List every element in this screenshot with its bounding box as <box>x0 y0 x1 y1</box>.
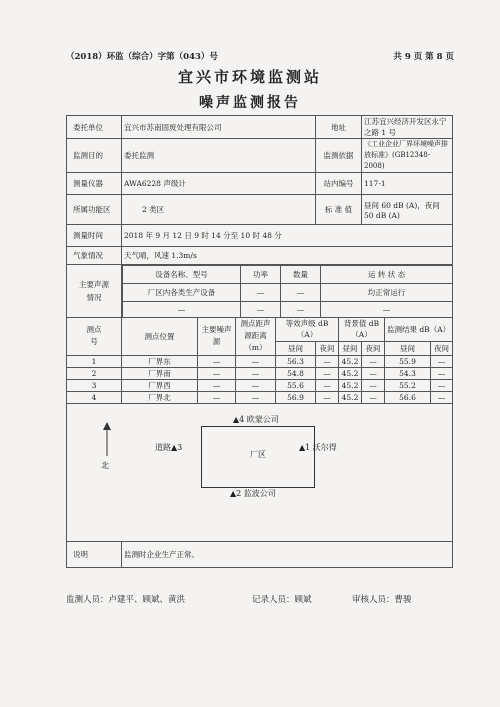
point-no: 3 <box>67 379 122 391</box>
point-source: — <box>198 391 236 403</box>
reviewer: 审核人员：曹骏 <box>352 595 412 605</box>
leq-day: 54.8 <box>276 367 316 379</box>
result-day: 56.6 <box>385 391 431 403</box>
header-res-night: 夜间 <box>431 341 453 355</box>
point-position: 厂界北 <box>122 391 198 403</box>
header-bg-day: 昼间 <box>339 341 362 355</box>
standard-label: 标 准 值 <box>316 195 362 225</box>
background-day: 45.2 <box>339 379 362 391</box>
point-source: — <box>198 367 236 379</box>
time-label: 测量时间 <box>67 225 122 247</box>
point-3-label: 道路▲3 <box>155 443 183 452</box>
header-leq-night: 夜间 <box>316 341 339 355</box>
table-row <box>67 379 453 391</box>
header-background: 背景值 dB（A） <box>339 317 385 341</box>
header-result: 监测结果 dB（A） <box>385 317 453 341</box>
sources-table <box>122 265 452 317</box>
zone-value: 2 类区 <box>122 195 316 225</box>
result-night: — <box>431 367 453 379</box>
client-value: 宜兴市苏南固废处理有限公司 <box>122 116 316 139</box>
point-1-label: ▲1 沃尔得 <box>299 443 337 452</box>
instrument-label: 测量仪器 <box>67 173 122 195</box>
document-number: （2018）环监（综合）字第（043）号 <box>66 52 218 62</box>
result-day: 54.3 <box>385 367 431 379</box>
sources-label: 主要声源情况 <box>67 265 122 318</box>
source-header-quantity: 数量 <box>281 266 321 284</box>
source-cell: 均正常运行 <box>321 284 453 302</box>
point-position: 厂界南 <box>122 367 198 379</box>
header-leq: 等效声级 dB（A） <box>276 317 339 341</box>
point-distance: — <box>236 379 276 391</box>
table-row <box>67 391 453 403</box>
point-2-label: ▲2 监波公司 <box>230 489 276 498</box>
point-4-label: ▲4 欧蒙公司 <box>233 415 279 424</box>
leq-night: — <box>316 391 339 403</box>
point-distance: — <box>236 367 276 379</box>
result-day: 55.2 <box>385 379 431 391</box>
report-title: 噪声监测报告 <box>199 95 301 111</box>
result-night: — <box>431 391 453 403</box>
point-no: 4 <box>67 391 122 403</box>
result-day: 55.9 <box>385 355 431 367</box>
source-cell: — <box>123 302 241 317</box>
source-cell: — <box>281 302 321 317</box>
header-leq-day: 昼间 <box>276 341 316 355</box>
background-night: — <box>362 367 385 379</box>
source-cell: — <box>241 284 281 302</box>
leq-night: — <box>316 367 339 379</box>
leq-day: 56.9 <box>276 391 316 403</box>
weather-label: 气象情况 <box>67 247 122 265</box>
background-day: 45.2 <box>339 367 362 379</box>
basis-value: 《工业企业厂界环境噪声排放标准》(GB12348-2008) <box>362 139 453 173</box>
header-position: 测点位置 <box>122 317 198 355</box>
point-position: 厂界东 <box>122 355 198 367</box>
factory-boundary <box>201 426 315 488</box>
address-label: 地址 <box>316 116 362 139</box>
header-res-day: 昼间 <box>385 341 431 355</box>
background-night: — <box>362 379 385 391</box>
leq-day: 55.6 <box>276 379 316 391</box>
zone-label: 所属功能区 <box>67 195 122 225</box>
source-cell: — <box>241 302 281 317</box>
source-header-device: 设备名称、型号 <box>123 266 241 284</box>
result-night: — <box>431 355 453 367</box>
background-day: 45.2 <box>339 355 362 367</box>
header-main-source: 主要噪声源 <box>198 317 236 355</box>
point-no: 1 <box>67 355 122 367</box>
station-title: 宜兴市环境监测站 <box>177 68 322 86</box>
purpose-label: 监测目的 <box>67 139 122 173</box>
north-arrow-icon <box>101 422 113 456</box>
instrument-value: AWA6228 声级计 <box>122 173 316 195</box>
source-cell: — <box>321 302 453 317</box>
source-cell: — <box>281 284 321 302</box>
table-row <box>67 367 453 379</box>
point-distance: — <box>236 391 276 403</box>
weather-value: 天气晴，风速 1.3m/s <box>122 247 453 265</box>
leq-night: — <box>316 379 339 391</box>
remark-value: 监测时企业生产正常。 <box>122 541 453 567</box>
table-row <box>67 355 453 367</box>
page-info: 共 9 页 第 8 页 <box>393 52 454 62</box>
standard-value: 昼间 60 dB (A)，夜间 50 dB (A) <box>362 195 453 225</box>
point-distance: — <box>236 355 276 367</box>
background-night: — <box>362 355 385 367</box>
client-label: 委托单位 <box>67 116 122 139</box>
station-number-label: 站内编号 <box>316 173 362 195</box>
north-label: 北 <box>101 461 109 470</box>
site-diagram <box>67 408 452 536</box>
source-header-power: 功率 <box>241 266 281 284</box>
recorder: 记录人员：顾斌 <box>252 595 312 605</box>
point-source: — <box>198 355 236 367</box>
report-table <box>66 115 453 568</box>
address-value: 江苏宜兴经济开发区永宁之路 1 号 <box>362 116 453 139</box>
source-cell: 厂区内各类生产设备 <box>123 284 241 302</box>
header-distance: 测点距声源距离（m） <box>236 317 276 355</box>
station-number-value: 117-1 <box>362 173 453 195</box>
background-day: 45.2 <box>339 391 362 403</box>
point-no: 2 <box>67 367 122 379</box>
monitors: 监测人员：卢建平、顾斌、黄洪 <box>66 595 186 605</box>
leq-day: 56.3 <box>276 355 316 367</box>
point-source: — <box>198 379 236 391</box>
header-bg-night: 夜间 <box>362 341 385 355</box>
basis-label: 监测依据 <box>316 139 362 173</box>
result-night: — <box>431 379 453 391</box>
factory-label: 厂区 <box>250 450 266 459</box>
background-night: — <box>362 391 385 403</box>
header-point-no: 测点号 <box>67 317 122 355</box>
leq-night: — <box>316 355 339 367</box>
time-value: 2018 年 9 月 12 日 9 时 14 分至 10 时 48 分 <box>122 225 453 247</box>
purpose-value: 委托监测 <box>122 139 316 173</box>
remark-label: 说明 <box>67 541 122 567</box>
source-header-status: 运 转 状 态 <box>321 266 453 284</box>
point-position: 厂界西 <box>122 379 198 391</box>
